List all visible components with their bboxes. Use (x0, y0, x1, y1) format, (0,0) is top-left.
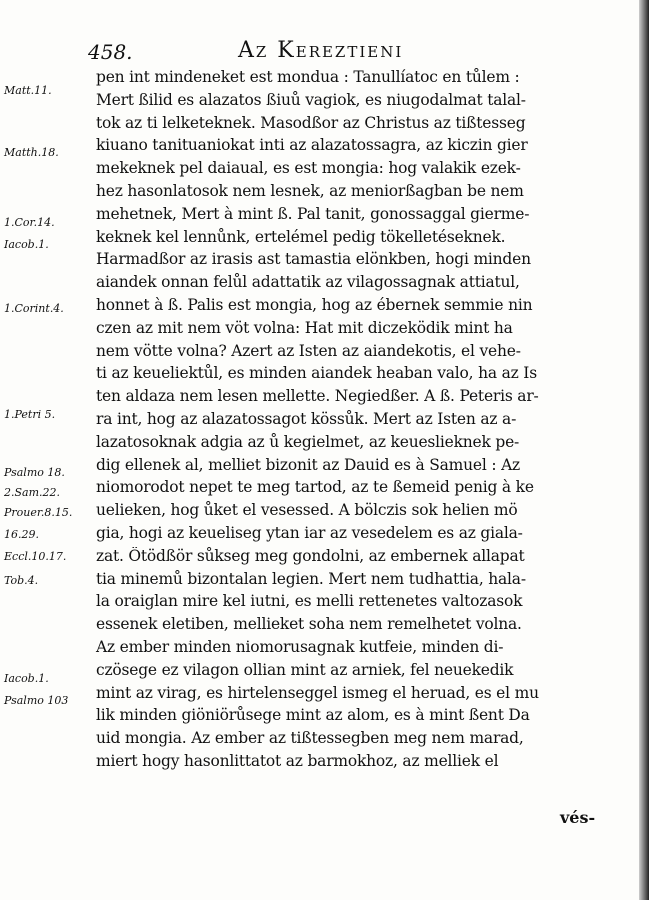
running-title: Az Kereztieni (238, 38, 404, 63)
text-line: niomorodot nepet te meg tartod, az te ßemeid penig à ke (96, 478, 534, 497)
text-line: tia minemů bizontalan legien. Mert nem tudhattia, hala- (96, 569, 526, 588)
text-line: ti az keueliektůl, es minden aiandek heaban valo, ha az Is (96, 364, 537, 383)
text-line: gia, hogi az keueliseg ytan iar az vesedelem es az giala- (96, 523, 523, 542)
margin-note: Eccl.10.17. (4, 550, 67, 563)
text-line: pen int mindeneket est mondua : Tanullíatoc en tůlem : (96, 68, 520, 86)
page-number: 458. (88, 40, 133, 64)
body-text (96, 66, 612, 773)
catchword: vés- (560, 808, 596, 827)
margin-note: 2.Sam.22. (4, 486, 61, 499)
text-line: lazatosoknak adgia az ů kegielmet, az keueslieknek pe- (96, 432, 520, 451)
text-line: uelieken, hog ůket el vesessed. A bölczis sok helien mö (96, 501, 518, 520)
text-line: hez hasonlatosok nem lesnek, az meniorßagban be nem (96, 181, 524, 200)
margin-note: 1.Corint.4. (4, 302, 64, 315)
margin-note: Psalmo 103 (4, 694, 69, 707)
text-line: mint az virag, es hirtelenseggel ismeg el heruad, es el mu (96, 683, 539, 702)
text-line: nem vötte volna? Azert az Isten az aiandekotis, el vehe- (96, 341, 521, 360)
text-line: kiuano tanituaniokat inti az alazatossagra, az kiczin gier (96, 136, 528, 155)
text-line: ten aldaza nem lesen mellette. Negiedßer. A ß. Peteris ar- (96, 387, 539, 406)
text-line: ra int, hog az alazatossagot kössůk. Mert az Isten az a- (96, 409, 517, 428)
text-line: uid mongia. Az ember az tißtessegben meg nem marad, (96, 729, 524, 748)
margin-note: Prouer.8.15. (4, 506, 73, 519)
text-line: aiandek onnan felůl adattatik az vilagossagnak attiatul, (96, 273, 520, 292)
margin-note: Matt.11. (4, 84, 52, 97)
margin-note: Matth.18. (4, 146, 59, 159)
margin-note: Psalmo 18. (4, 466, 65, 479)
text-line: la oraiglan mire kel iutni, es melli rettenetes valtozasok (96, 592, 523, 611)
text-line: mekeknek pel daiaual, es est mongia: hog valakik ezek- (96, 159, 521, 178)
margin-note: 16.29. (4, 528, 39, 541)
text-line: zat. Ötödßör sůkseg meg gondolni, az embernek allapat (96, 546, 525, 565)
text-line: Az ember minden niomorusagnak kutfeie, minden di- (96, 637, 504, 656)
text-line: Mert ßilid es alazatos ßiuů vagiok, es niugodalmat talal- (96, 90, 526, 109)
text-line: honnet à ß. Palis est mongia, hog az ébernek semmie nin (96, 295, 533, 314)
text-line: miert hogy hasonlittatot az barmokhoz, az melliek el (96, 751, 499, 770)
page-header (88, 38, 608, 66)
margin-notes (4, 70, 96, 830)
text-line: dig ellenek al, melliet bizonit az Dauid es à Samuel : Az (96, 455, 521, 474)
text-line: czösege ez vilagon ollian mint az arniek, fel neuekedik (96, 660, 514, 679)
text-line: lik minden giöniörůsege mint az alom, es à mint ßent Da (96, 706, 530, 725)
text-line: czen az mit nem vöt volna: Hat mit diczeködik mint ha (96, 318, 513, 337)
text-line: essenek eletiben, mellieket soha nem remelhetet volna. (96, 615, 522, 634)
margin-note: 1.Petri 5. (4, 408, 56, 421)
margin-note: Iacob.1. (4, 238, 49, 251)
text-line: keknek kel lennůnk, ertelémel pedig tökelletéseknek. (96, 227, 506, 246)
text-line: mehetnek, Mert à mint ß. Pal tanit, gonossaggal gierme- (96, 204, 530, 223)
text-line: tok az ti lelketeknek. Masodßor az Christus az tißtesseg (96, 113, 526, 132)
book-spine-shadow (639, 0, 649, 900)
margin-note: Iacob.1. (4, 672, 49, 685)
text-line: Harmadßor az irasis ast tamastia elönkben, hogi minden (96, 250, 531, 269)
margin-note: Tob.4. (4, 574, 39, 587)
margin-note: 1.Cor.14. (4, 216, 55, 229)
